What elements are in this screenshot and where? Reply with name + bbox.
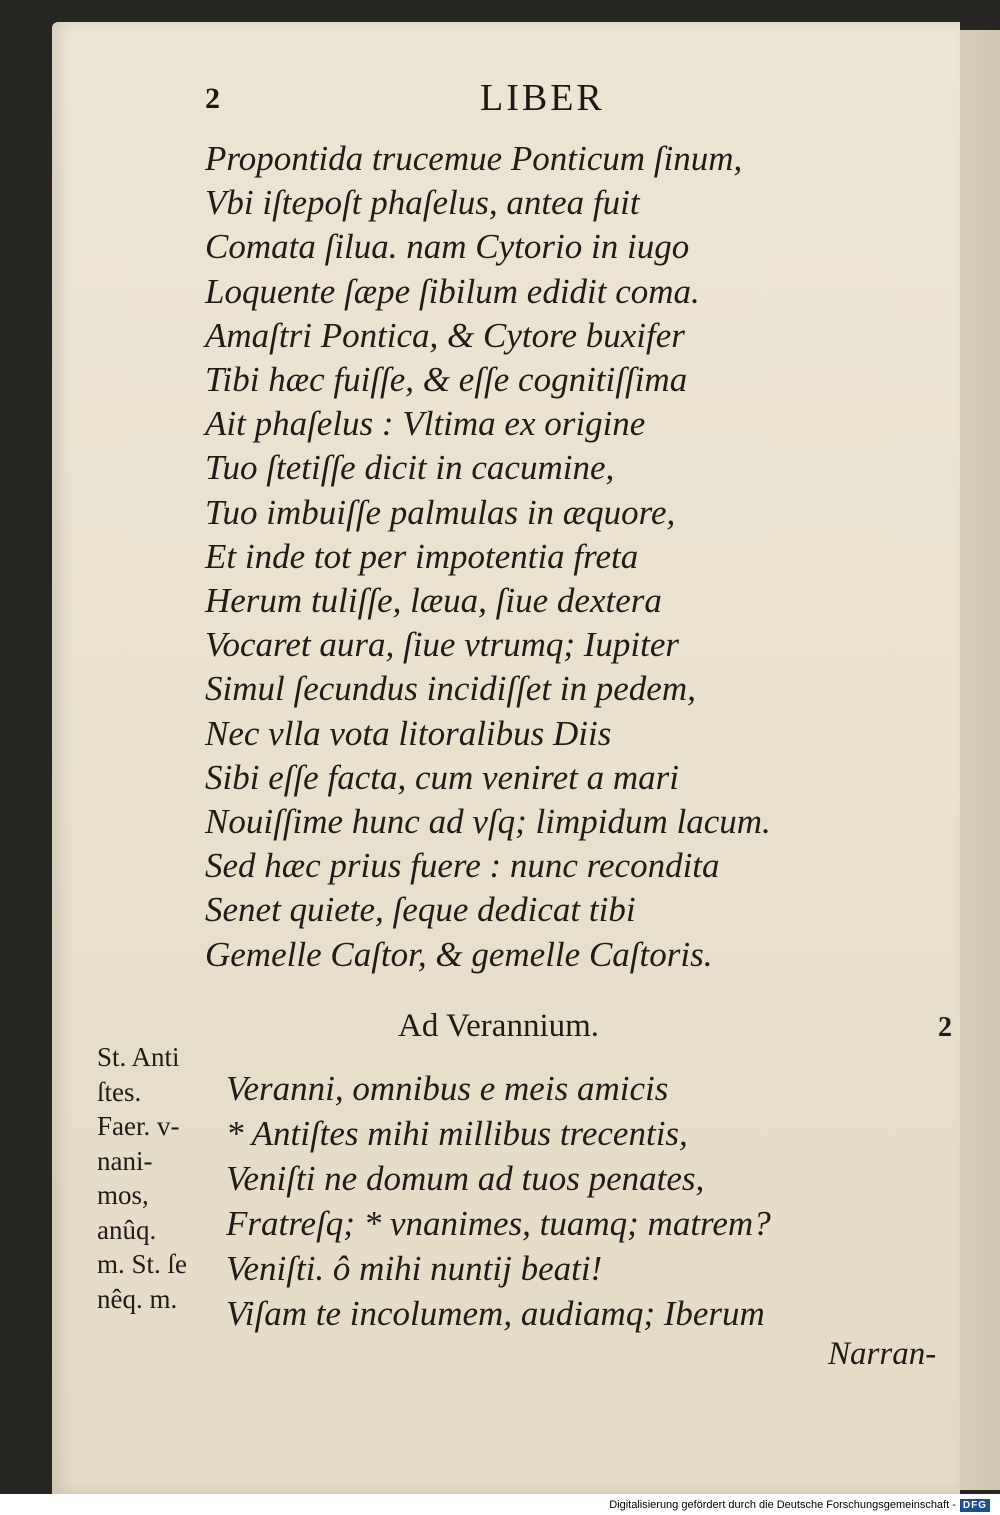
verse-line: Tibi hæc fuiſſe, & eſſe cognitiſſima bbox=[205, 360, 688, 400]
verse-line: Vbi iſtepoſt phaſelus, antea fuit bbox=[205, 183, 640, 223]
verse-line: Herum tuliſſe, læua, ſiue dextera bbox=[205, 581, 662, 621]
margin-note: m. St. ſe bbox=[97, 1249, 188, 1279]
verse-line: Viſam te incolumem, audiamq; Iberum bbox=[226, 1294, 765, 1333]
footer-text: Digitalisierung gefördert durch die Deutsche Forschungsgemeinschaft - bbox=[609, 1499, 956, 1511]
verse-line: Propontida trucemue Ponticum ſinum, bbox=[205, 139, 743, 178]
verse-line: Veniſti. ô mihi nuntij beati! bbox=[226, 1249, 603, 1288]
verse-line: Senet quiete, ſeque dedicat tibi bbox=[205, 890, 636, 930]
margin-note: St. Anti bbox=[97, 1042, 180, 1072]
verse-line: Nec vlla vota litoralibus Diis bbox=[205, 713, 612, 753]
verse-line: Loquente ſæpe ſibilum edidit coma. bbox=[205, 271, 700, 311]
verse-line: Amaſtri Pontica, & Cytore buxifer bbox=[205, 315, 685, 355]
verse-line: Tuo ſtetiſſe dicit in cacumine, bbox=[205, 448, 615, 488]
verse-line: Et inde tot per impotentia freta bbox=[205, 536, 639, 576]
page-number: 2 bbox=[205, 82, 220, 115]
verse-line: Sed hæc prius fuere : nunc recondita bbox=[205, 846, 720, 886]
marginal-notes bbox=[97, 1040, 187, 1316]
verse-line: Comata ſilua. nam Cytorio in iugo bbox=[205, 227, 690, 267]
verse-line: Simul ſecundus incidiſſet in pedem, bbox=[205, 669, 696, 709]
verse-line: Veniſti ne domum ad tuos penates, bbox=[226, 1159, 705, 1198]
margin-note: Faer. v- bbox=[97, 1111, 180, 1141]
margin-note: anûq. bbox=[97, 1214, 157, 1245]
verse-line: Veranni, omnibus e meis amicis bbox=[226, 1069, 669, 1108]
verse-line: Nouiſſime hunc ad vſq; limpidum lacum. bbox=[205, 802, 771, 842]
footer-credit bbox=[609, 1496, 990, 1514]
poem-1-verses bbox=[205, 137, 771, 977]
margin-note: ſtes. bbox=[97, 1076, 142, 1107]
verse-line: Gemelle Caſtor, & gemelle Caſtoris. bbox=[205, 934, 713, 974]
dfg-logo: DFG bbox=[960, 1499, 990, 1512]
verse-line: Sibi eſſe facta, cum veniret a mari bbox=[205, 757, 680, 797]
margin-note: nêq. m. bbox=[97, 1283, 178, 1314]
verse-line: Tuo imbuiſſe palmulas in æquore, bbox=[205, 492, 676, 532]
verse-line: * Antiſtes mihi millibus trecentis, bbox=[226, 1114, 688, 1153]
margin-note: nani- bbox=[97, 1145, 153, 1176]
catchword: Narran- bbox=[828, 1336, 937, 1372]
poem-title: Ad Verannium. bbox=[398, 1008, 600, 1044]
poem-2-verses bbox=[226, 1066, 771, 1336]
verse-line: Fratreſq; * vnanimes, tuamq; matrem? bbox=[226, 1204, 771, 1243]
running-head: LIBER bbox=[480, 77, 605, 119]
verse-line: Vocaret aura, ſiue vtrumq; Iupiter bbox=[205, 625, 680, 665]
margin-note: mos, bbox=[97, 1180, 149, 1210]
poem-number: 2 bbox=[938, 1012, 952, 1043]
verse-line: Ait phaſelus : Vltima ex origine bbox=[205, 404, 646, 444]
